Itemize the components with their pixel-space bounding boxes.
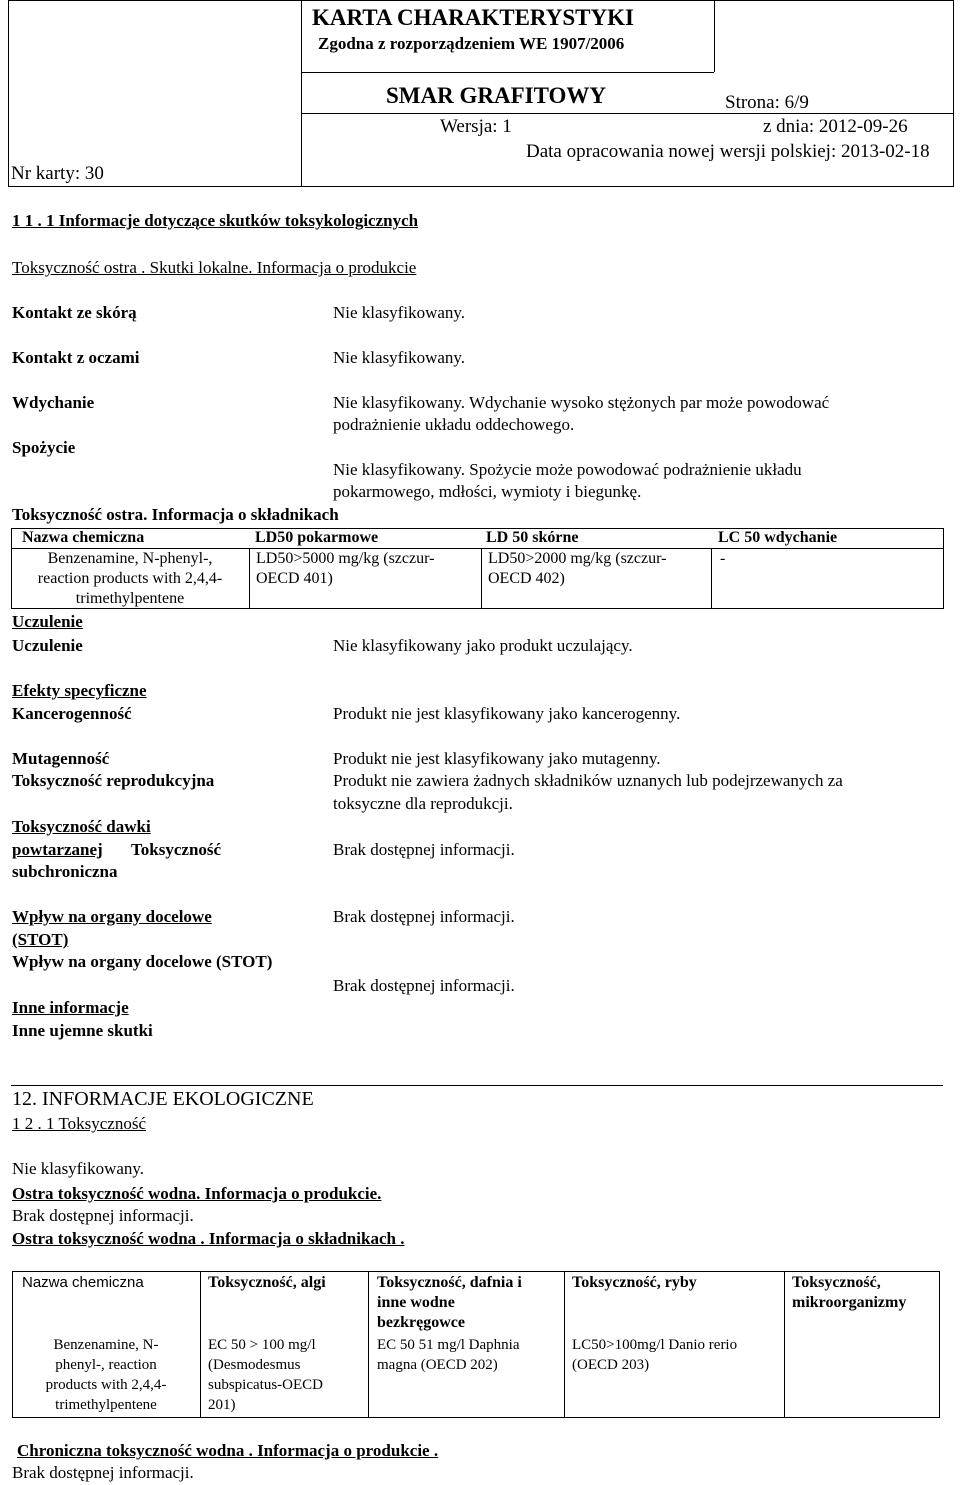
aquatic-product-heading: Ostra toksyczność wodna. Informacja o produkcie. bbox=[12, 1184, 382, 1203]
ingestion-label: Spożycie bbox=[12, 438, 76, 457]
stot-heading-line1: Wpływ na organy docelowe bbox=[12, 907, 212, 926]
tox-cell-oral: LD50>5000 mg/kg (szczur- OECD 401) bbox=[256, 550, 435, 587]
product-name: SMAR GRAFITOWY bbox=[386, 83, 607, 108]
card-number: Nr karty: 30 bbox=[11, 163, 104, 184]
carcinogenicity-label: Kancerogenność bbox=[12, 704, 132, 723]
document-title: KARTA CHARAKTERYSTYKI bbox=[312, 5, 634, 30]
eco-header-microorganisms: Toksyczność, mikroorganizmy bbox=[792, 1274, 907, 1311]
eye-contact-label: Kontakt z oczami bbox=[12, 348, 140, 367]
carcinogenicity-value: Produkt nie jest klasyfikowany jako kancerogenny. bbox=[333, 704, 681, 723]
repeated-dose-heading-line1: Toksyczność dawki bbox=[12, 817, 151, 836]
other-adverse-effects-label: Inne ujemne skutki bbox=[12, 1021, 153, 1040]
eco-cell-algae: EC 50 > 100 mg/l (Desmodesmus subspicatus-OECD 201) bbox=[208, 1337, 323, 1413]
sensitization-heading: Uczulenie bbox=[12, 612, 83, 631]
tox-cell-name: Benzenamine, N-phenyl-, reaction products with 2,4,4- trimethylpentene bbox=[37, 550, 223, 607]
other-info-heading: Inne informacje bbox=[12, 998, 129, 1017]
eco-cell-name: Benzenamine, N- phenyl-, reaction products with 2,4,4- trimethylpentene bbox=[45, 1337, 167, 1413]
inhalation-value-line2: podrażnienie układu oddechowego. bbox=[333, 415, 575, 434]
inhalation-label: Wdychanie bbox=[12, 393, 95, 412]
repeated-dose-heading-line2: powtarzanej bbox=[12, 840, 103, 859]
eco-header-algae: Toksyczność, algi bbox=[208, 1274, 326, 1291]
tox-cell-dermal: LD50>2000 mg/kg (szczur- OECD 402) bbox=[488, 550, 667, 587]
aquatic-components-heading: Ostra toksyczność wodna . Informacja o składnikach . bbox=[12, 1229, 405, 1248]
skin-contact-value: Nie klasyfikowany. bbox=[333, 303, 466, 322]
chronic-aquatic-heading: Chroniczna toksyczność wodna . Informacja o produkcie . bbox=[17, 1441, 439, 1460]
reproductive-toxicity-value-line2: toksyczne dla reprodukcji. bbox=[333, 794, 513, 813]
eco-header-fish: Toksyczność, ryby bbox=[572, 1274, 697, 1291]
stot-label: Wpływ na organy docelowe (STOT) bbox=[12, 952, 273, 971]
sensitization-value: Nie klasyfikowany jako produkt uczulający. bbox=[333, 636, 633, 655]
stot-value-2: Brak dostępnej informacji. bbox=[333, 976, 515, 995]
inhalation-value-line1: Nie klasyfikowany. Wdychanie wysoko stężonych par może powodować bbox=[333, 393, 830, 412]
acute-toxicity-components-heading: Toksyczność ostra. Informacja o składnikach bbox=[12, 505, 339, 524]
tox-header-name: Nazwa chemiczna bbox=[22, 529, 145, 546]
section-11-1-heading: 1 1 . 1 Informacje dotyczące skutków toksykologicznych bbox=[12, 211, 419, 230]
reproductive-toxicity-label: Toksyczność reprodukcyjna bbox=[12, 771, 215, 790]
eco-cell-daphnia: EC 50 51 mg/l Daphnia magna (OECD 202) bbox=[377, 1337, 520, 1373]
reproductive-toxicity-value-line1: Produkt nie zawiera żadnych składników uznanych lub podejrzewanych za bbox=[333, 771, 843, 790]
tox-header-inhalation: LC 50 wdychanie bbox=[718, 529, 838, 546]
version-label: Wersja: 1 bbox=[440, 116, 512, 137]
issue-date: z dnia: 2012-09-26 bbox=[763, 116, 908, 137]
stot-value-1: Brak dostępnej informacji. bbox=[333, 907, 515, 926]
eco-not-classified: Nie klasyfikowany. bbox=[12, 1159, 145, 1178]
specific-effects-heading: Efekty specyficzne bbox=[12, 681, 147, 700]
mutagenicity-label: Mutagenność bbox=[12, 749, 110, 768]
ingestion-value-line2: pokarmowego, mdłości, wymioty i biegunkę. bbox=[333, 482, 642, 501]
ingestion-value-line1: Nie klasyfikowany. Spożycie może powodować podrażnienie układu bbox=[333, 460, 802, 479]
subchronic-label-line1: Toksyczność bbox=[131, 840, 222, 859]
regulation-note: Zgodna z rozporządzeniem WE 1907/2006 bbox=[318, 34, 625, 53]
stot-heading-line2: (STOT) bbox=[12, 930, 69, 949]
eye-contact-value: Nie klasyfikowany. bbox=[333, 348, 466, 367]
section-12-1-heading: 1 2 . 1 Toksyczność bbox=[12, 1114, 147, 1133]
tox-header-dermal: LD 50 skórne bbox=[486, 529, 579, 546]
eco-cell-fish: LC50>100mg/l Danio rerio (OECD 203) bbox=[572, 1337, 738, 1373]
subchronic-label-line2: subchroniczna bbox=[12, 862, 118, 881]
skin-contact-label: Kontakt ze skórą bbox=[12, 303, 137, 322]
subchronic-value: Brak dostępnej informacji. bbox=[333, 840, 515, 859]
page-number: Strona: 6/9 bbox=[725, 92, 809, 113]
acute-toxicity-product-heading: Toksyczność ostra . Skutki lokalne. Informacja o produkcie bbox=[12, 258, 417, 277]
mutagenicity-value: Produkt nie jest klasyfikowany jako mutagenny. bbox=[333, 749, 661, 768]
sensitization-label: Uczulenie bbox=[12, 636, 83, 655]
section-12-heading: 12. INFORMACJE EKOLOGICZNE bbox=[12, 1088, 314, 1110]
tox-header-oral: LD50 pokarmowe bbox=[255, 529, 379, 546]
eco-header-daphnia: Toksyczność, dafnia i inne wodne bezkręgowce bbox=[377, 1274, 522, 1331]
tox-cell-inhalation: - bbox=[720, 550, 726, 567]
aquatic-product-value: Brak dostępnej informacji. bbox=[12, 1206, 194, 1225]
revision-date: Data opracowania nowej wersji polskiej: 2013-02-18 bbox=[526, 141, 930, 162]
eco-header-name: Nazwa chemiczna bbox=[22, 1274, 144, 1291]
chronic-aquatic-value: Brak dostępnej informacji. bbox=[12, 1463, 194, 1482]
